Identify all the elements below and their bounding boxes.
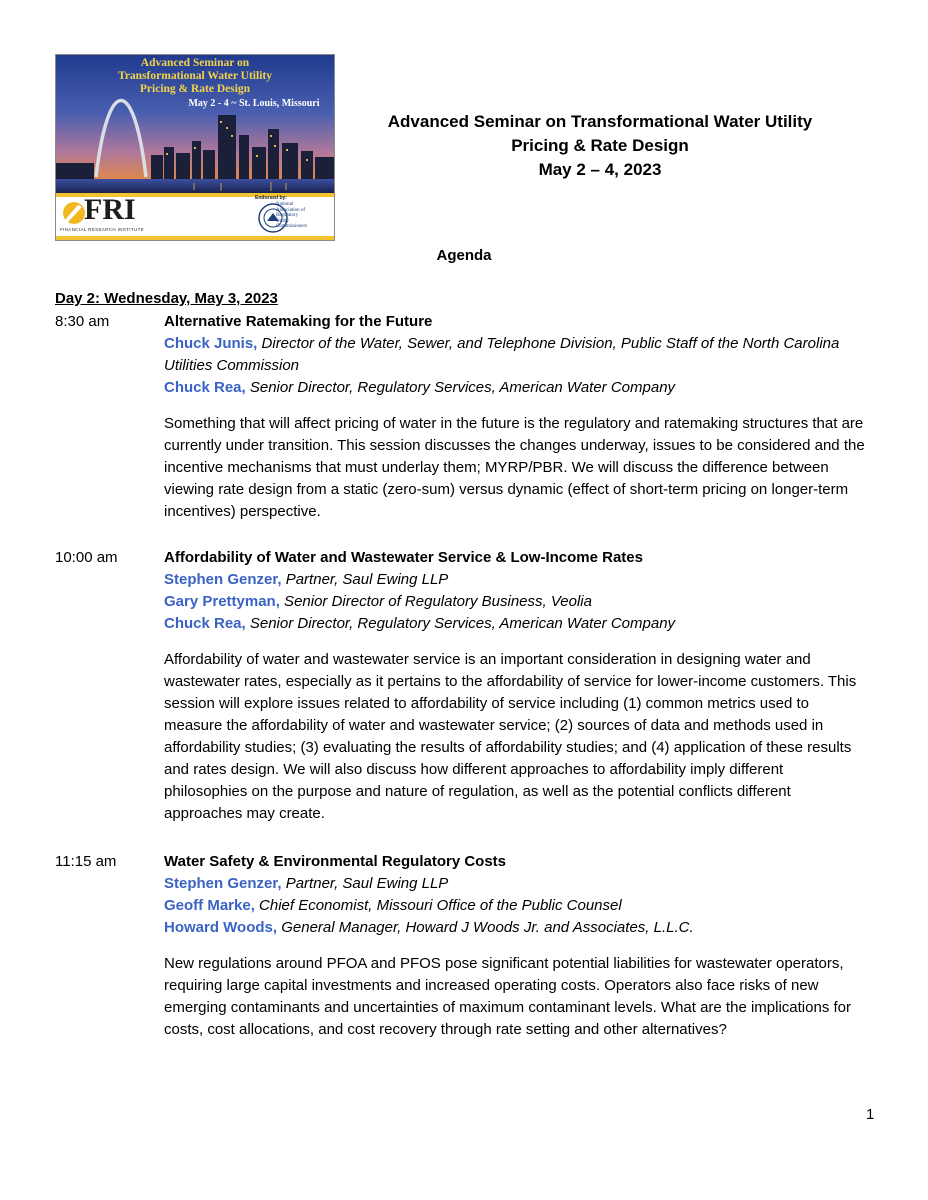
speaker-role: Senior Director, Regulatory Services, American Water Company (245, 615, 676, 632)
banner-title-line-2: Transformational Water Utility (118, 70, 272, 82)
speaker-role: Partner, Saul Ewing LLP (281, 875, 449, 892)
title-line-3: May 2 – 4, 2023 (538, 160, 662, 179)
seminar-title (340, 110, 860, 182)
session-time: 8:30 am (55, 313, 110, 330)
session-title: Alternative Ratemaking for the Future (164, 313, 433, 330)
session-description: Affordability of water and wastewater service is an important consideration in designing water and wastewater rates, especially as it pertains to the affordability of service for lower-income customers. This session will explore issues related to affordability of service including (1) common metrics used to measure the affordability of water and wastewater service; (2) sources of data and methods used in affordability studies; (3) evaluating the results of affordability studies; and (4) application of these results and rates design. We will also discuss how different approaches to affordability imply different philosophies on the purpose and nature of regulation, as well as the potential conflicts different approaches may create. (164, 651, 857, 822)
session-description: New regulations around PFOA and PFOS pose significant potential liabilities for wastewater operators, requiring large capital investments and increased operating costs. Operators also face risks of new emerging contaminants and uncertainties of maximum contaminant levels. What are the implications for costs, cost allocations, and cost recovery through rate setting and other alternatives? (164, 955, 851, 1038)
endorsed-by-label: Endorsed by: (255, 195, 287, 201)
fri-logo: FRI (84, 193, 136, 226)
speaker-line (164, 569, 869, 591)
title-line-1: Advanced Seminar on Transformational Water Utility (387, 112, 813, 131)
speaker-line (164, 895, 869, 917)
speaker-line (164, 333, 869, 377)
session-description: Something that will affect pricing of water in the future is the regulatory and ratemaking structures that are currently under transition. This session discusses the changes underway, issues to be considered and the incentive mechanisms that must underlay them; MYRP/PBR. We will discuss the difference between viewing rate design from a static (zero-sum) versus dynamic (effect of short-term pricing on longer-term incentives) perspective. (164, 415, 865, 520)
session-content (164, 311, 869, 523)
speaker-line (164, 917, 869, 939)
speaker-role: General Manager, Howard J Woods Jr. and Associates, L.L.C. (277, 919, 694, 936)
speaker-name: Gary Prettyman, (164, 593, 280, 610)
speaker-role: Partner, Saul Ewing LLP (281, 571, 449, 588)
session-time: 11:15 am (55, 853, 117, 870)
speaker-name: Chuck Rea, (164, 615, 246, 632)
page-number: 1 (866, 1106, 875, 1123)
banner-date-place: May 2 - 4 ~ St. Louis, Missouri (188, 98, 320, 109)
session-content (164, 851, 869, 1041)
naruc-line: Commissioners (276, 224, 308, 230)
speaker-role: Chief Economist, Missouri Office of the Public Counsel (254, 897, 622, 914)
speaker-name: Howard Woods, (164, 919, 278, 936)
banner-title-line-1: Advanced Seminar on (140, 57, 250, 69)
speaker-name: Chuck Rea, (164, 379, 246, 396)
session-title: Affordability of Water and Wastewater Service & Low-Income Rates (164, 549, 643, 566)
session-title: Water Safety & Environmental Regulatory Costs (164, 853, 507, 870)
banner-title-line-3: Pricing & Rate Design (139, 83, 251, 95)
speaker-role: Director of the Water, Sewer, and Telephone Division, Public Staff of the North Carolina Utilities Commission (164, 335, 840, 374)
day-heading: Day 2: Wednesday, May 3, 2023 (55, 290, 278, 307)
speaker-name: Geoff Marke, (164, 897, 255, 914)
naruc-line: Regulatory (276, 213, 299, 219)
naruc-line: National (276, 202, 294, 207)
naruc-line: Association of (276, 207, 306, 213)
speaker-role: Senior Director of Regulatory Business, Veolia (279, 593, 592, 610)
naruc-name (276, 202, 336, 230)
agenda-heading: Agenda (436, 247, 492, 264)
speaker-line (164, 613, 869, 635)
speaker-line (164, 377, 869, 399)
speaker-name: Stephen Genzer, (164, 571, 282, 588)
speaker-name: Chuck Junis, (164, 335, 258, 352)
speaker-line (164, 873, 869, 895)
fri-full-name: FINANCIAL RESEARCH INSTITUTE (60, 227, 145, 232)
speaker-line (164, 591, 869, 613)
speaker-name: Stephen Genzer, (164, 875, 282, 892)
session-content (164, 547, 869, 825)
speaker-role: Senior Director, Regulatory Services, American Water Company (245, 379, 676, 396)
naruc-line: Utility (276, 218, 290, 224)
session-time: 10:00 am (55, 549, 118, 566)
title-line-2: Pricing & Rate Design (511, 136, 689, 155)
